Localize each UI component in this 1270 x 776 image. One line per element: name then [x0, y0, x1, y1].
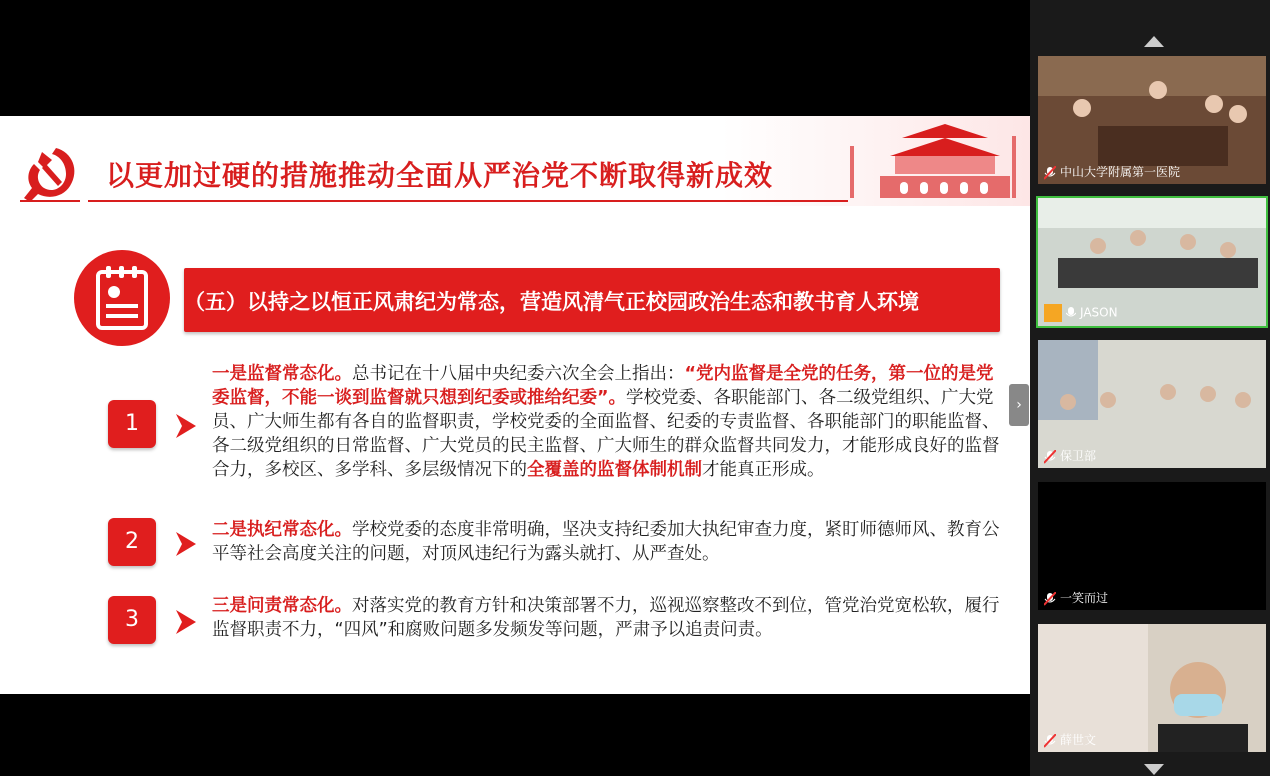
chevron-right-icon: [174, 608, 198, 636]
section-heading: （五）以持之以恒正风肃纪为常态，营造风清气正校园政治生态和教书育人环境: [184, 290, 919, 314]
video-tile[interactable]: [1038, 482, 1266, 610]
mic-muted-icon: [1044, 166, 1056, 180]
chevron-down-icon[interactable]: [1144, 764, 1164, 775]
mic-muted-icon: [1044, 734, 1056, 748]
item-text: 对落实党的教育方针和决策部署不力，巡视巡察整改不到位，管党治党宽松软，履行监督职责不力，“四风”和腐败问题多发频发等问题，严肃予以追责问责。: [212, 596, 1000, 640]
shared-slide: [0, 116, 1030, 694]
notepad-icon: [94, 264, 150, 332]
item-paragraph: [212, 362, 1008, 482]
slide-header: [0, 116, 1030, 206]
item-paragraph: [212, 594, 1008, 642]
participant-name: 一笑而过: [1044, 589, 1108, 606]
tiananmen-illustration-icon: [840, 116, 1030, 204]
video-tile[interactable]: [1038, 340, 1266, 468]
party-emblem-icon: [18, 142, 82, 206]
chevron-right-icon: [174, 530, 198, 558]
participant-name: JASON: [1044, 304, 1118, 322]
item-quote: “党内监督是全党的任务，第一位的是党委监督，不能一谈到监督就只想到纪委或推给纪委”。: [212, 364, 994, 408]
collapse-panel-button[interactable]: ›: [1009, 384, 1029, 426]
item-text: 学校党委、各职能部门、各二级党组织、广大党员、广大师生都有各自的监督职责，学校党委的全面监督、纪委的专责监督、各职能部门的职能监督、各二级党组织的日常监督、广大党员的民主监督、广大师生的群众监督共同发力，才能形成良好的监督合力，多校区、多学科、多层级情况下的: [212, 388, 1000, 480]
item-number-badge: 2: [108, 518, 156, 566]
section-icon-badge: [74, 250, 170, 346]
chevron-right-icon: [174, 412, 198, 440]
chevron-up-icon[interactable]: [1144, 36, 1164, 47]
item-paragraph: [212, 518, 1008, 566]
item-lead: 一是监督常态化。: [212, 364, 352, 384]
video-tile[interactable]: [1038, 624, 1266, 752]
item-lead: 二是执纪常态化。: [212, 520, 352, 540]
item-text: 总书记在十八届中央纪委六次全会上指出：: [352, 364, 685, 384]
item-lead: 三是问责常态化。: [212, 596, 352, 616]
video-tile-active-speaker[interactable]: [1038, 198, 1266, 326]
mic-icon: [1066, 306, 1076, 320]
item-number-badge: 1: [108, 400, 156, 448]
section-heading-bar: [184, 268, 1000, 332]
mic-muted-icon: [1044, 450, 1056, 464]
participant-name: 薛世文: [1044, 731, 1096, 748]
avatar: [1044, 304, 1062, 322]
item-number-badge: 3: [108, 596, 156, 644]
title-divider: [88, 200, 848, 202]
mic-muted-icon: [1044, 592, 1056, 606]
item-text: 才能真正形成。: [702, 460, 825, 480]
video-tile[interactable]: [1038, 56, 1266, 184]
item-text: 学校党委的态度非常明确，坚决支持纪委加大执纪审查力度，紧盯师德师风、教育公平等社会高度关注的问题，对顶风违纪行为露头就打、从严查处。: [212, 520, 1000, 564]
slide-title: 以更加过硬的措施推动全面从严治党不断取得新成效: [106, 159, 774, 192]
participant-name: 中山大学附属第一医院: [1044, 163, 1180, 180]
participant-name: 保卫部: [1044, 447, 1096, 464]
item-emphasis: 全覆盖的监督体制机制: [527, 460, 702, 480]
